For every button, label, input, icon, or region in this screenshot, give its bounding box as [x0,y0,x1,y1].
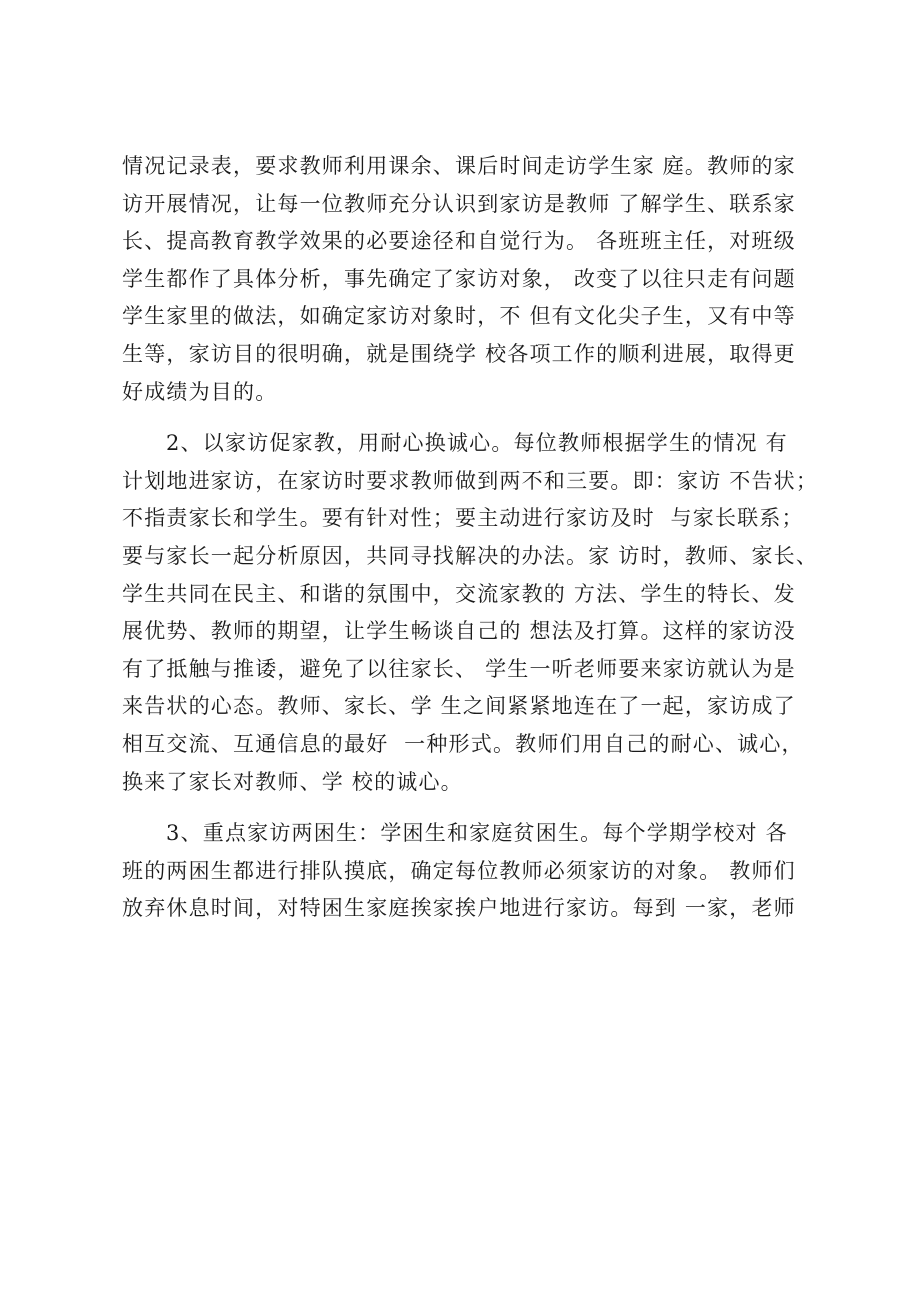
paragraph-2 [122,425,822,801]
text-line: 放弃休息时间，对特困生家庭挨家挨户地进行家访。每到 一家，老师 [122,896,796,921]
text-line: 3、重点家访两困生：学困生和家庭贫困生。每个学期学校对 各 [166,821,788,846]
text-line: 长、提高教育教学效果的必要途径和自觉行为。 各班班主任，对班级 [122,229,796,254]
text-line: 好成绩为目的。 [122,379,278,404]
text-line: 学生都作了具体分析，事先确定了家访对象， 改变了以往只走有问题 [122,266,796,291]
paragraph-spacer [122,801,822,815]
text-line: 班的两困生都进行排队摸底，确定每位教师必须家访的对象。 教师们 [122,858,796,883]
text-line: 有了抵触与推诿，避免了以往家长、 学生一听老师要来家访就认为是 [122,656,796,681]
text-line: 访开展情况，让每一位教师充分认识到家访是教师 了解学生、联系家 [122,191,796,216]
text-line: 学生家里的做法，如确定家访对象时，不 但有文化尖子生，又有中等 [122,304,796,329]
text-line: 来告状的心态。教师、家长、学 生之间紧紧地连在了一起，家访成了 [122,694,796,719]
text-line: 生等，家访目的很明确，就是围绕学 校各项工作的顺利进展，取得更 [122,341,796,366]
paragraph-1 [122,148,822,411]
text-line: 相互交流、互通信息的最好 一种形式。教师们用自己的耐心、诚心， [122,731,804,756]
document-body [122,148,822,928]
paragraph-spacer [122,411,822,425]
text-line: 学生共同在民主、和谐的氛围中，交流家教的 方法、学生的特长、发 [122,581,796,606]
paragraph-3 [122,815,822,928]
text-line: 计划地进家访，在家访时要求教师做到两不和三要。即：家访 不告状； [122,468,819,493]
text-line: 要与家长一起分析原因，共同寻找解决的办法。家 访时，教师、家长、 [122,543,819,568]
text-line: 不指责家长和学生。要有针对性；要主动进行家访及时 与家长联系； [122,506,804,531]
text-line: 展优势、教师的期望，让学生畅谈自己的 想法及打算。这样的家访没 [122,619,796,644]
text-line: 情况记录表，要求教师利用课余、课后时间走访学生家 庭。教师的家 [122,154,796,178]
text-line: 2、以家访促家教，用耐心换诚心。每位教师根据学生的情况 有 [166,431,788,456]
text-line: 换来了家长对教师、学 校的诚心。 [122,769,463,794]
